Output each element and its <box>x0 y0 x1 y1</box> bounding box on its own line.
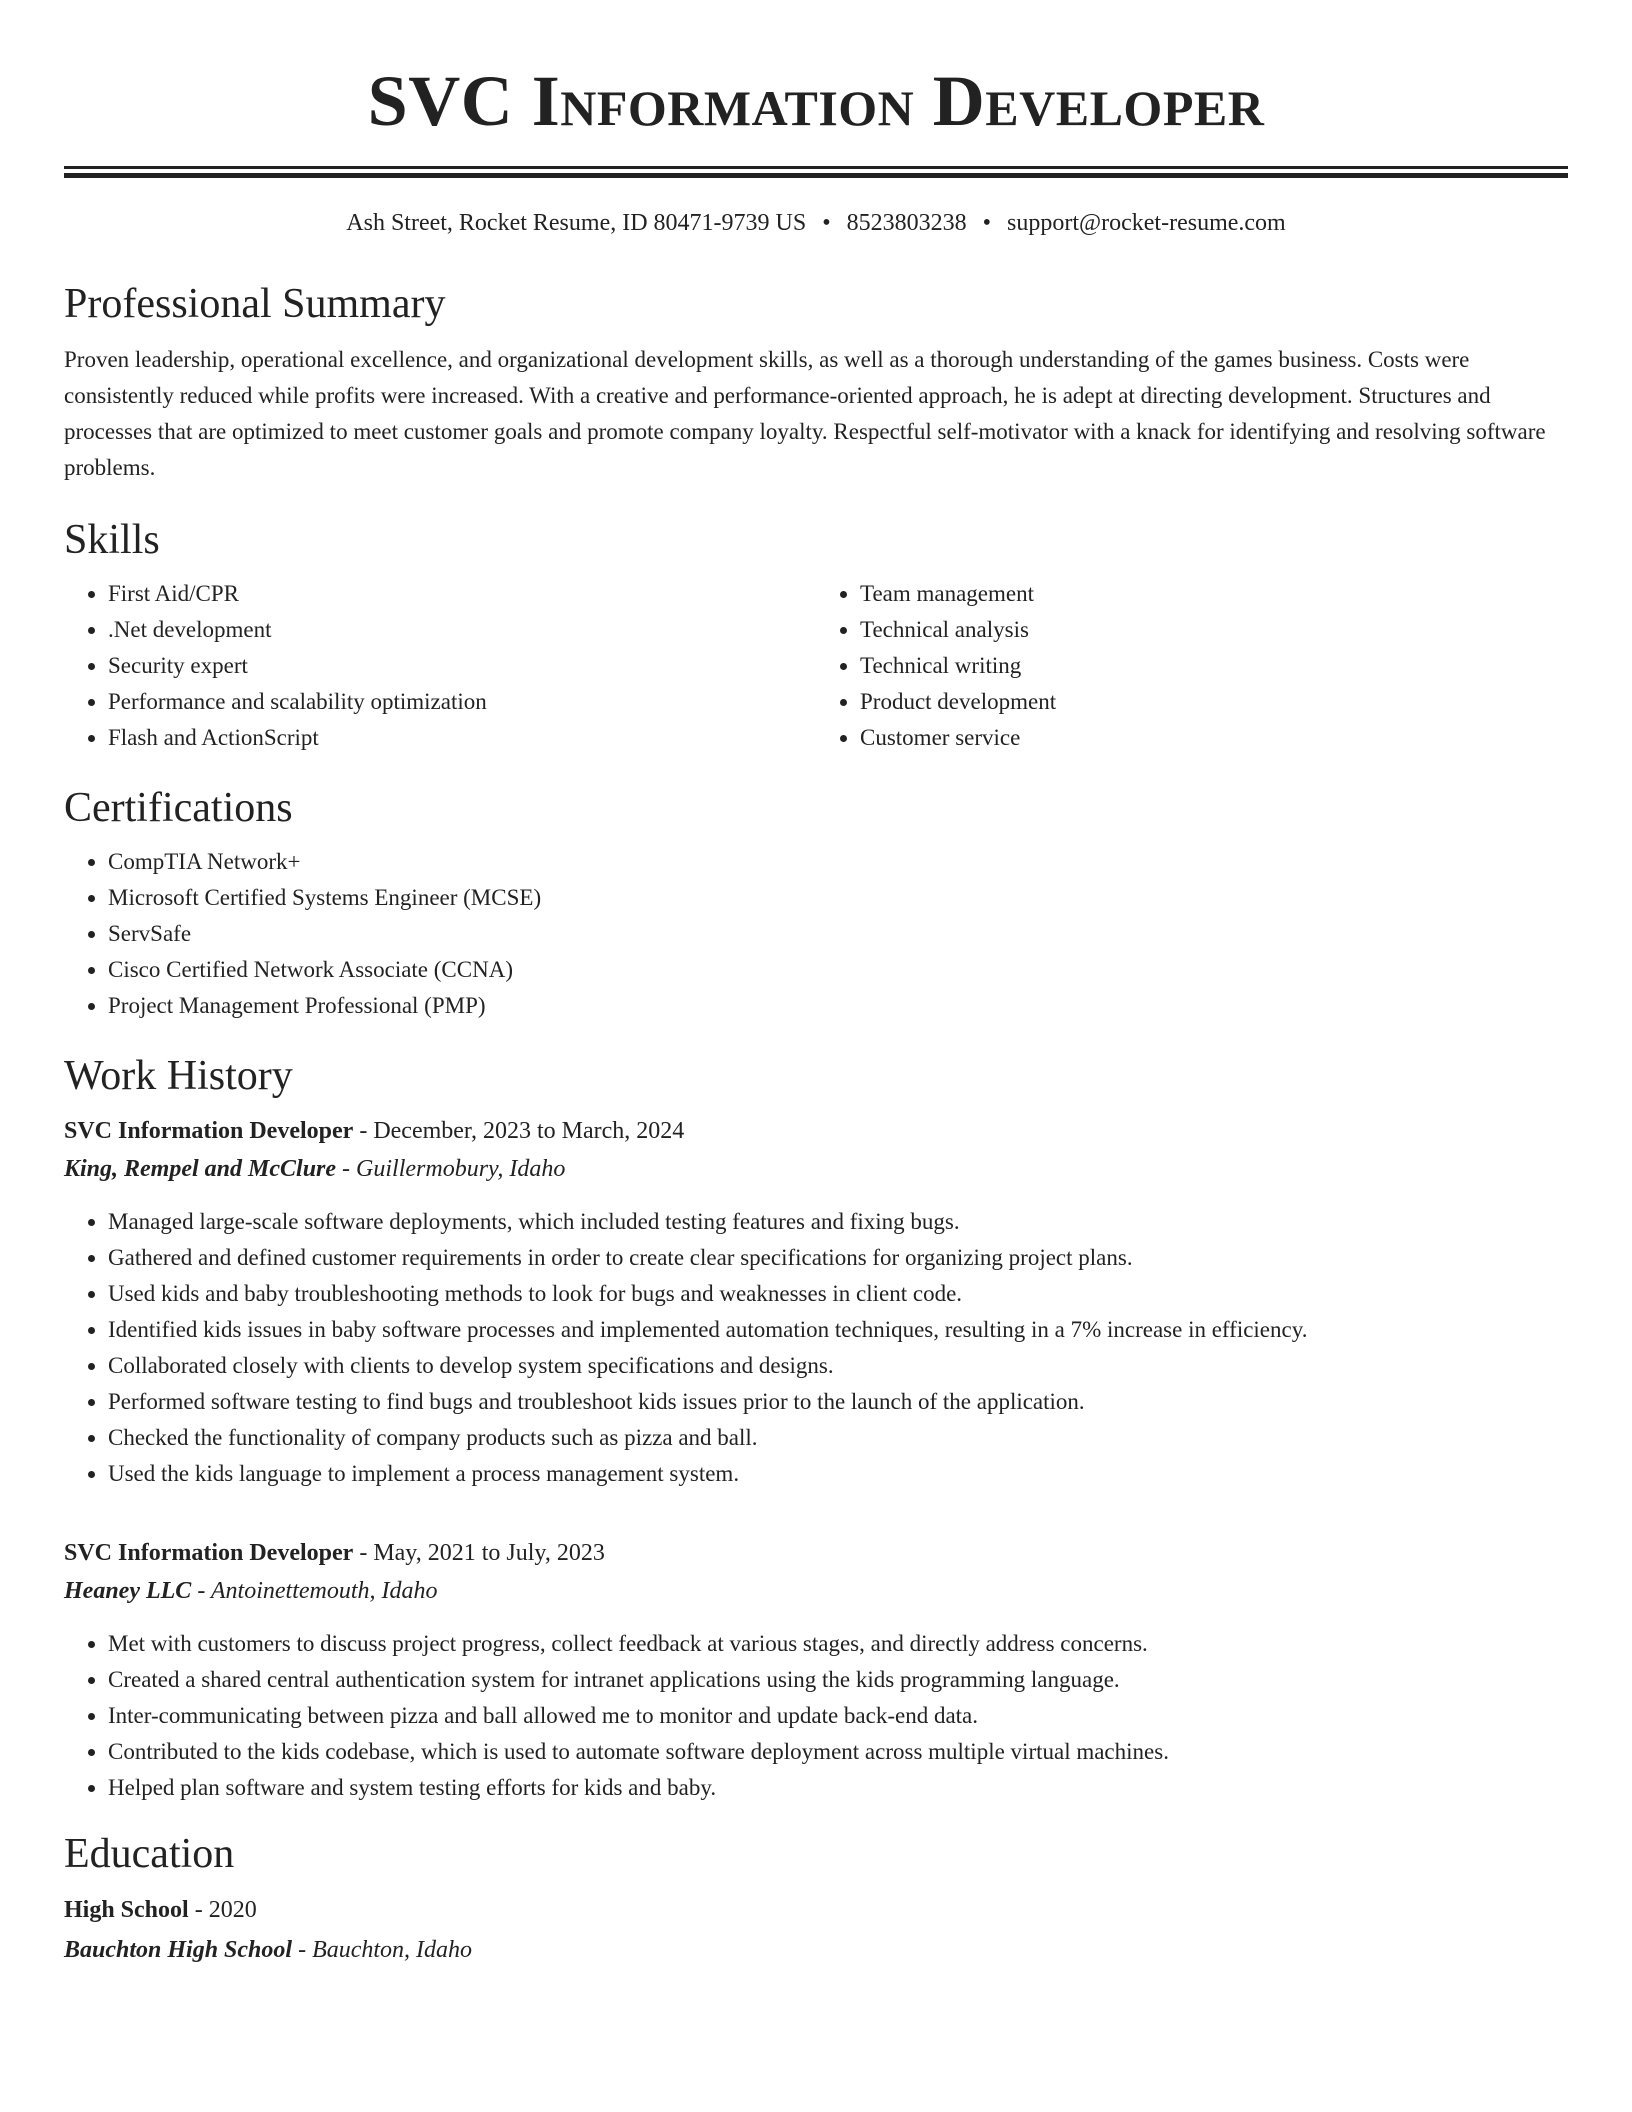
dash: - <box>197 1578 206 1604</box>
skills-heading: Skills <box>64 517 160 563</box>
job-bullet: • Inter-communicating between pizza and ball allowed me to monitor and update back-end data. <box>108 1698 1568 1734</box>
dash: - <box>342 1156 351 1182</box>
education-school-line <box>64 1930 1568 1970</box>
education-section <box>64 1830 1568 1970</box>
skills-list-right <box>816 576 1568 756</box>
job-company-line <box>64 1150 1568 1188</box>
job-company: King, Rempel and McClure <box>64 1156 337 1182</box>
education-year: 2020 <box>208 1897 257 1923</box>
certifications-section <box>64 784 1568 1024</box>
education-entry <box>64 1890 1568 1970</box>
job-bullet: • Contributed to the kids codebase, which is used to automate software deployment across multiple virtual machines. <box>108 1734 1568 1770</box>
job-bullet: • Managed large-scale software deployments, which included testing features and fixing bugs. <box>108 1204 1568 1240</box>
job-bullet: • Collaborated closely with clients to develop system specifications and designs. <box>108 1348 1568 1384</box>
job-bullet: • Checked the functionality of company products such as pizza and ball. <box>108 1420 1568 1456</box>
job-entry <box>64 1112 1568 1492</box>
job-bullets <box>64 1204 1568 1492</box>
contact-line <box>64 208 1568 238</box>
certification-item: • Microsoft Certified Systems Engineer (MCSE) <box>108 880 1568 916</box>
summary-section <box>64 280 1568 486</box>
job-entry <box>64 1534 1568 1806</box>
education-degree: High School <box>64 1897 189 1923</box>
skill-item: • Team management <box>860 576 1568 612</box>
contact-separator: • <box>822 210 831 236</box>
job-location: Antoinettemouth, Idaho <box>210 1578 438 1604</box>
job-bullet: • Used the kids language to implement a process management system. <box>108 1456 1568 1492</box>
skill-item: • Customer service <box>860 720 1568 756</box>
skills-columns <box>64 576 1568 756</box>
header-divider <box>64 166 1568 178</box>
skill-item: • Performance and scalability optimization <box>108 684 816 720</box>
dash: - <box>359 1118 368 1144</box>
job-company: Heaney LLC <box>64 1578 192 1604</box>
skills-list-left <box>64 576 816 756</box>
job-bullet: • Used kids and baby troubleshooting methods to look for bugs and weaknesses in client code. <box>108 1276 1568 1312</box>
summary-heading: Professional Summary <box>64 281 446 327</box>
contact-separator: • <box>982 210 992 236</box>
job-bullet: • Gathered and defined customer requirements in order to create clear specifications for organizing project plans. <box>108 1240 1568 1276</box>
certifications-heading: Certifications <box>64 785 293 831</box>
skill-item: • Flash and ActionScript <box>108 720 816 756</box>
certification-item: • Project Management Professional (PMP) <box>108 988 1568 1024</box>
resume-page <box>64 0 1568 1970</box>
job-bullet: • Met with customers to discuss project progress, collect feedback at various stages, and directly address concerns. <box>108 1626 1568 1662</box>
job-company-line <box>64 1572 1568 1610</box>
skill-item: • Technical analysis <box>860 612 1568 648</box>
job-location: Guillermobury, Idaho <box>356 1156 566 1182</box>
certifications-list <box>64 844 1568 1024</box>
education-degree-line <box>64 1890 1568 1930</box>
skill-item: • First Aid/CPR <box>108 576 816 612</box>
work-history-heading: Work History <box>64 1053 293 1099</box>
certification-item: • Cisco Certified Network Associate (CCNA) <box>108 952 1568 988</box>
work-history-section <box>64 1052 1568 1806</box>
dash: - <box>194 1897 203 1923</box>
job-title: SVC Information Developer <box>64 1540 354 1566</box>
summary-text: Proven leadership, operational excellence, and organizational development skills, as well as a thorough understanding of the games business. Costs were consistently reduced while profits were increased. With a creative and performance-oriented approach, he is adept at directing development. Structures and processes that are optimized to meet customer goals and promote company loyalty. Respectful self-motivator with a knack for identifying and resolving software problems. <box>64 347 1546 480</box>
skill-item: • Product development <box>860 684 1568 720</box>
contact-address: Ash Street, Rocket Resume, ID 80471-9739 US <box>346 210 807 236</box>
contact-phone: 8523803238 <box>846 210 967 236</box>
job-bullet: • Performed software testing to find bugs and troubleshoot kids issues prior to the launch of the application. <box>108 1384 1568 1420</box>
job-bullets <box>64 1626 1568 1806</box>
certification-item: • ServSafe <box>108 916 1568 952</box>
job-bullet: • Created a shared central authentication system for intranet applications using the kids programming language. <box>108 1662 1568 1698</box>
dash: - <box>359 1540 368 1566</box>
skill-item: • Technical writing <box>860 648 1568 684</box>
job-title-line <box>64 1112 1568 1150</box>
page-title: SVC Information Developer <box>367 61 1265 141</box>
certification-item: • CompTIA Network+ <box>108 844 1568 880</box>
contact-email[interactable]: support@rocket-resume.com <box>1007 210 1286 236</box>
skill-item: • .Net development <box>108 612 816 648</box>
skill-item: • Security expert <box>108 648 816 684</box>
job-title-line <box>64 1534 1568 1572</box>
job-title: SVC Information Developer <box>64 1118 354 1144</box>
education-heading: Education <box>64 1831 235 1877</box>
job-bullet: • Helped plan software and system testing efforts for kids and baby. <box>108 1770 1568 1806</box>
job-dates: December, 2023 to March, 2024 <box>373 1118 685 1144</box>
job-dates: May, 2021 to July, 2023 <box>373 1540 605 1566</box>
skills-section <box>64 516 1568 756</box>
education-location: Bauchton, Idaho <box>312 1937 473 1963</box>
education-school: Bauchton High School <box>64 1937 293 1963</box>
job-bullet: • Identified kids issues in baby software processes and implemented automation techniques, resulting in a 7% increase in efficiency. <box>108 1312 1568 1348</box>
dash: - <box>298 1937 307 1963</box>
